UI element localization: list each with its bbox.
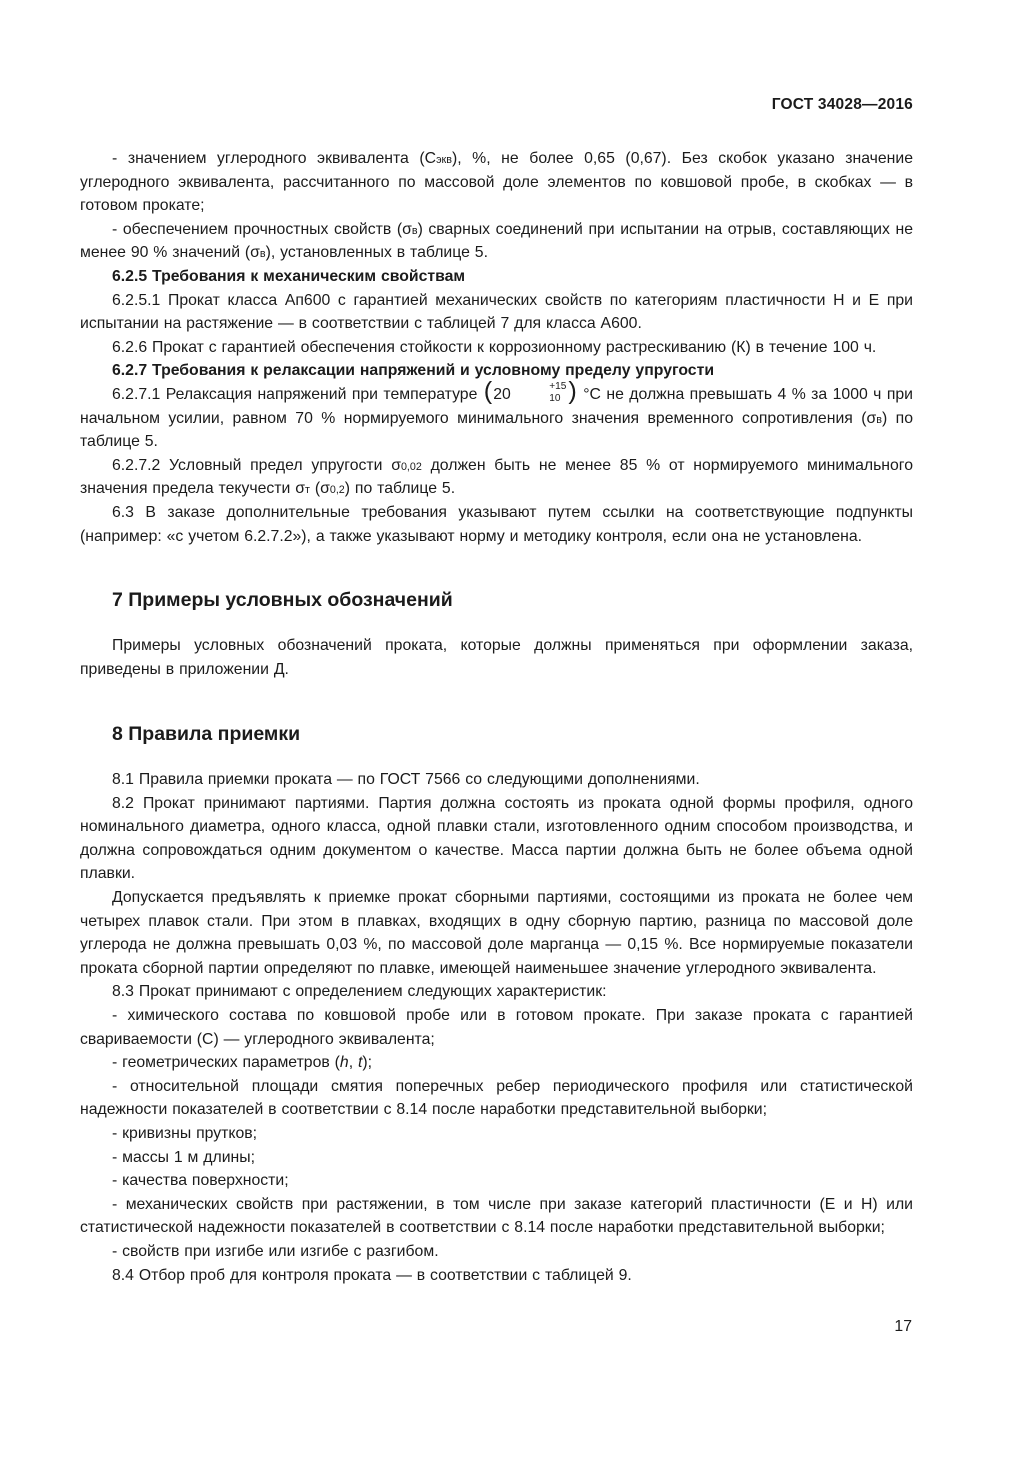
paragraph: 8.2 Прокат принимают партиями. Партия должна состоять из проката одной формы профиля, одного номинального диаметра, одного класса, одной плавки стали, изготовленного одним способом производства, и должна сопровождаться одним документом о качестве. Масса партии должна быть не более объема одной плавки. xyxy=(80,794,913,883)
paragraph: 6.2.7.2 Условный предел упругости $\sigma_{0,02}$ должен быть не менее 85 % от нормируемого минимального значения предела текучести $\sigma_т$ $(\sigma_{0,2})$ по таблице 5. xyxy=(80,456,914,498)
document-header: ГОСТ 34028—2016 xyxy=(771,96,913,113)
page-number: 17 xyxy=(894,1318,912,1335)
paragraph: - механических свойств при растяжении, в том числе при заказе категорий пластичности (Е и Н) или статистической надежности показателей в соответствии с 8.14 после наработки представительной выборки; xyxy=(80,1195,913,1237)
paragraph: - свойств при изгибе или изгибе с разгибом. xyxy=(112,1242,439,1260)
paragraph: 6.2.7.1 Релаксация напряжений при температуре (20 +15 10 ) °С не должна превышать 4 % за 1000 ч при начальном усилии, равном 70 % нормируемого минимального значения временного сопротивления $(\sigma_в)$ по таблице 5. xyxy=(80,376,913,451)
paragraph: - кривизны прутков; xyxy=(112,1124,258,1142)
paragraph: 8.3 Прокат принимают с определением следующих характеристик: xyxy=(112,983,607,1001)
subsection-heading: 6.2.7 Требования к релаксации напряжений и условному пределу упругости xyxy=(112,362,715,380)
paragraph: 6.2.5.1 Прокат класса Ап600 с гарантией механических свойств по категориям пластичности Н и Е при испытании на растяжение — в соответствии с таблицей 7 для класса А600. xyxy=(80,291,913,333)
paragraph: - химического состава по ковшовой пробе или в готовом прокате. При заказе проката с гарантией свариваемости (С) — углеродного эквивалента; xyxy=(80,1006,913,1048)
subsection-heading: 6.2.5 Требования к механическим свойствам xyxy=(112,267,466,285)
paragraph: Примеры условных обозначений проката, которые должны применяться при оформлении заказа, приведены в приложении Д. xyxy=(80,637,913,679)
paragraph: - относительной площади смятия поперечных ребер периодического профиля или статистической надежности показателей в соответствии с 8.14 после наработки представительной выборки; xyxy=(80,1077,913,1119)
paragraph: 8.4 Отбор проб для контроля проката — в соответствии с таблицей 9. xyxy=(112,1266,632,1284)
page-content xyxy=(80,96,913,1287)
paragraph: - обеспечением прочностных свойств $(\sigma_в)$ сварных соединений при испытании на отрыв, составляющих не менее 90 % значений $(\sigma_в)$, установленных в таблице 5. xyxy=(80,220,913,262)
paragraph: - значением углеродного эквивалента $(С_{экв})$, %, не более 0,65 (0,67). Без скобок указано значение углеродного эквивалента, рассчитанного по массовой доле элементов по ковшовой пробе, в скобках — в готовом прокате; xyxy=(80,150,913,215)
paragraph: 8.1 Правила приемки проката — по ГОСТ 7566 со следующими дополнениями. xyxy=(112,771,700,789)
paragraph: - массы 1 м длины; xyxy=(112,1148,255,1166)
paragraph: - качества поверхности; xyxy=(112,1172,289,1190)
paragraph: 6.3 В заказе дополнительные требования указывают путем ссылки на соответствующие подпункты (например: «с учетом 6.2.7.2»), а также указывают норму и методику контроля, если она не установлена. xyxy=(80,503,913,545)
paragraph: 6.2.6 Прокат с гарантией обеспечения стойкости к коррозионному растрескиванию (К) в течение 100 ч. xyxy=(112,338,877,356)
section-heading: 7 Примеры условных обозначений xyxy=(112,589,453,612)
paragraph: - геометрических параметров (h, t); xyxy=(112,1054,373,1072)
paragraph: Допускается предъявлять к приемке прокат сборными партиями, состоящими из проката не более чем четырех плавок стали. При этом в плавках, входящих в одну сборную партию, разница по массовой доле углерода не должна превышать 0,03 %, по массовой доле марганца — 0,15 %. Все нормируемые показатели проката сборной партии определяют по плавке, имеющей наименьшее значение углеродного эквивалента. xyxy=(80,889,913,977)
tolerance-stack: +15 10 xyxy=(549,381,567,404)
document-body xyxy=(80,147,913,1287)
section-heading: 8 Правила приемки xyxy=(112,722,301,745)
